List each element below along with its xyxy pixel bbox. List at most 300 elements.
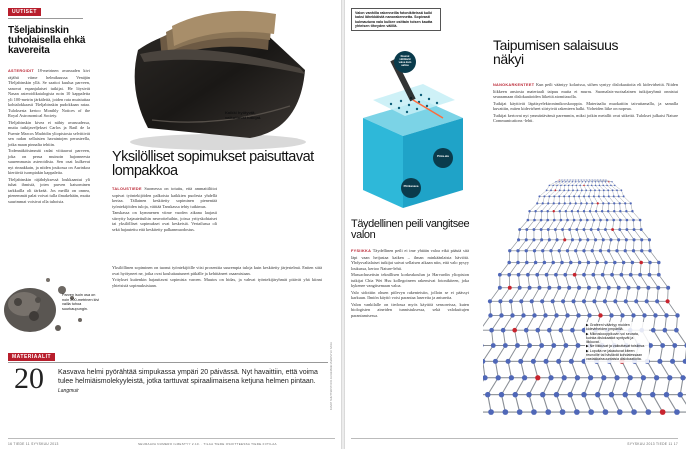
- lattice-atom: [560, 219, 563, 222]
- lattice-atom: [543, 313, 547, 317]
- lattice-atom: [551, 299, 555, 303]
- lattice-atom: [599, 189, 601, 191]
- lattice-bond: [572, 315, 578, 330]
- right-page: [343, 0, 686, 449]
- article4-body: [493, 82, 678, 168]
- lattice-atom: [586, 238, 589, 241]
- lattice-atom: [532, 313, 536, 317]
- lattice-bond: [547, 262, 554, 274]
- lattice-atom: [563, 195, 565, 197]
- lattice-bond: [561, 315, 568, 330]
- lattice-atom: [559, 210, 561, 212]
- lattice-bond: [609, 251, 615, 263]
- lattice-atom: [619, 202, 621, 204]
- lattice-bond: [553, 301, 557, 315]
- lattice-atom: [593, 195, 595, 197]
- lattice-atom: [598, 313, 602, 317]
- lattice-atom: [581, 392, 587, 398]
- lattice-atom: [569, 359, 574, 364]
- lattice-atom: [599, 219, 602, 222]
- lattice-atom: [632, 219, 635, 222]
- lattice-atom: [508, 286, 512, 290]
- lattice-atom: [597, 202, 599, 204]
- footer-rule: [8, 438, 335, 439]
- lattice-bond: [578, 203, 581, 211]
- lattice-bond: [593, 275, 599, 288]
- lattice-bond: [594, 288, 598, 302]
- callout-box: Valon vanhilla rakenneilla fotonikiteissä kulki kaksi lähekkäistä nanorakennetta. Sopivasti kulmautuva valo kulkee osittain toisen kautta yhteisen tiheyden välillä.: [351, 8, 441, 31]
- lattice-atom: [597, 286, 601, 290]
- lattice-atom: [555, 189, 557, 191]
- lattice-atom: [553, 202, 555, 204]
- lattice-atom: [563, 273, 567, 277]
- lattice-atom: [617, 286, 621, 290]
- lattice-atom: [587, 185, 589, 187]
- lattice-bond: [541, 220, 548, 230]
- lattice-atom: [586, 219, 589, 222]
- lattice-atom: [592, 179, 593, 180]
- lattice-bond: [574, 190, 577, 196]
- lattice-bond: [560, 203, 565, 211]
- lattice-atom: [607, 249, 610, 252]
- lattice-bond: [541, 230, 542, 240]
- lattice-atom: [569, 261, 573, 265]
- lattice-atom: [614, 185, 616, 187]
- lattice-bond: [584, 230, 588, 240]
- lattice-atom: [587, 261, 591, 265]
- lattice-bond: [584, 361, 591, 377]
- lattice-atom: [609, 238, 612, 241]
- lattice-atom: [621, 189, 623, 191]
- lattice-atom: [591, 202, 593, 204]
- lattice-bond: [548, 220, 554, 230]
- lattice-atom: [538, 195, 540, 197]
- lattice-atom: [602, 238, 605, 241]
- lattice-atom: [575, 179, 576, 180]
- lattice-atom: [579, 219, 582, 222]
- lattice-atom: [564, 185, 566, 187]
- lattice-bond: [492, 315, 502, 330]
- lattice-atom: [527, 219, 530, 222]
- lattice-atom: [574, 249, 577, 252]
- lattice-bond: [528, 262, 536, 274]
- lattice-atom: [648, 249, 651, 252]
- lattice-atom: [521, 313, 525, 317]
- lattice-atom: [616, 189, 618, 191]
- lattice-bond: [526, 240, 534, 251]
- lattice-atom: [625, 210, 627, 212]
- lattice-bond: [530, 203, 538, 211]
- lattice-atom: [576, 185, 578, 187]
- lattice-bond: [591, 220, 594, 230]
- lattice-atom: [571, 238, 574, 241]
- lattice-atom: [498, 273, 502, 277]
- lattice-bond: [538, 315, 546, 330]
- lattice-bond: [559, 345, 566, 361]
- lattice-atom: [602, 185, 604, 187]
- lattice-atom: [489, 328, 494, 333]
- lattice-bond: [520, 220, 528, 230]
- lattice-bond: [529, 378, 538, 395]
- article4-paragraph: Tutkijat käyttivät läpäisyelektronimikroskooppia. Materiaalia muokattiin taivuttamalla, ja samalla kuvattiin, miten kidevirheet siirtyivät rakenteen halki. Virheiden liike on nopeaa.: [493, 100, 678, 111]
- right-page-number: SYYSKUU 2013 TIEDE 11 17: [627, 442, 678, 446]
- lattice-atom: [602, 202, 604, 204]
- lattice-atom: [657, 273, 661, 277]
- lattice-atom: [544, 359, 549, 364]
- lattice-atom: [640, 249, 643, 252]
- lattice-atom: [583, 185, 585, 187]
- lattice-bond: [627, 230, 634, 240]
- lattice-bond: [584, 301, 590, 315]
- lattice-atom: [636, 392, 642, 398]
- lattice-bond: [563, 230, 565, 240]
- lattice-atom: [543, 261, 547, 265]
- lattice-bond: [598, 230, 603, 240]
- lattice-bond: [549, 182, 556, 186]
- lattice-bond: [660, 361, 670, 377]
- lattice-atom: [680, 375, 685, 380]
- lattice-bond: [577, 220, 581, 230]
- lattice-bond: [617, 251, 624, 263]
- lattice-atom: [645, 409, 651, 415]
- lattice-atom: [582, 249, 585, 252]
- lattice-atom: [557, 286, 561, 290]
- lattice-atom: [568, 228, 571, 231]
- lattice-bond: [490, 288, 500, 302]
- lattice-bond: [592, 240, 595, 251]
- lattice-bond: [636, 301, 644, 315]
- lattice-atom: [594, 179, 595, 180]
- lattice-bond: [483, 345, 493, 361]
- lattice-atom: [525, 228, 528, 231]
- lattice-atom: [483, 343, 484, 348]
- lattice-atom: [633, 228, 636, 231]
- lattice-atom: [639, 261, 643, 265]
- lattice-atom: [605, 181, 606, 182]
- lattice-atom: [507, 261, 511, 265]
- lattice-atom: [588, 409, 594, 415]
- center-fold: [341, 0, 345, 449]
- lattice-atom: [670, 359, 675, 364]
- graphene-caption: [585, 322, 649, 363]
- lattice-bond: [584, 251, 588, 263]
- lattice-atom: [540, 219, 543, 222]
- lattice-atom: [488, 409, 494, 415]
- lattice-atom: [601, 181, 602, 182]
- lattice-bond: [560, 211, 561, 220]
- lattice-atom: [578, 179, 579, 180]
- lattice-atom: [617, 238, 620, 241]
- lattice-atom: [603, 299, 607, 303]
- lattice-atom: [625, 228, 628, 231]
- lattice-atom: [525, 249, 528, 252]
- lattice-atom: [528, 286, 532, 290]
- lattice-atom: [493, 359, 498, 364]
- lattice-bond: [591, 230, 595, 240]
- lattice-bond: [559, 190, 564, 196]
- article1-paragraph: Todennäköisimmät radat viittaavat parveen, joka on perua muinoin hajonneesta suuremmasta asteroidista. Sen osat kulkevat nyt rinnakkain, ja niiden joukossa on Aurinkoa kiertäviä isompiakin kappaleita.: [8, 148, 90, 175]
- lattice-bond: [500, 288, 509, 302]
- lattice-bond: [613, 230, 619, 240]
- lattice-atom: [535, 273, 539, 277]
- lattice-bond: [592, 251, 597, 263]
- lattice-atom: [568, 185, 570, 187]
- lattice-bond: [639, 395, 648, 412]
- lattice-bond: [569, 190, 573, 196]
- lattice-atom: [559, 189, 561, 191]
- section-tag: UUTISET: [8, 8, 41, 16]
- lattice-atom: [553, 195, 555, 197]
- lattice-atom: [667, 375, 672, 380]
- article2-paragraph: Tanskassa on kymmenen viime vuoden aikana laajasti siirrytty hajautettuihin neuvotteluihin, joissa yrityskohtaiset tai yksilölliset sopimukset ovat keskeisiä. Vertailussa oli sekä hajautettu että keskitetty palkanmuodostus.: [112, 210, 217, 232]
- lattice-bond: [631, 275, 639, 288]
- lattice-atom: [547, 202, 549, 204]
- graphene-image: [483, 170, 686, 432]
- lattice-atom: [603, 189, 605, 191]
- lattice-bond: [680, 395, 686, 412]
- lattice-atom: [578, 181, 579, 182]
- lattice-bond: [500, 262, 509, 274]
- lattice-bond: [621, 262, 623, 274]
- lattice-atom: [539, 343, 544, 348]
- lattice-bond: [554, 203, 560, 211]
- lattice-atom: [503, 343, 508, 348]
- lattice-bond: [605, 288, 609, 302]
- lattice-bond: [584, 196, 587, 203]
- lattice-atom: [620, 313, 624, 317]
- lattice-atom: [555, 181, 556, 182]
- lattice-atom: [599, 185, 601, 187]
- lattice-bond: [568, 251, 571, 263]
- lattice-atom: [613, 202, 615, 204]
- lattice-bond: [519, 262, 527, 274]
- lattice-bond: [566, 211, 568, 220]
- lattice-atom: [610, 185, 612, 187]
- lattice-bond: [609, 240, 611, 251]
- lattice-bond: [551, 240, 557, 251]
- article3-body: [351, 248, 469, 436]
- lattice-atom: [631, 210, 633, 212]
- lattice-atom: [543, 195, 545, 197]
- lattice-atom: [556, 238, 559, 241]
- lattice-atom: [565, 210, 567, 212]
- lattice-atom: [594, 189, 596, 191]
- lattice-atom: [585, 181, 586, 182]
- lattice-bond: [515, 315, 524, 330]
- quote-text: Kasvava helmi pyörähtää simpukassa ympäri 20 päivässä. Nyt havaittiin, että voima tulee helmiäismolekyyleistä, jotka tarttuvat spiraalimaisena ketjuna helmen pintaan.: [58, 369, 318, 385]
- lattice-atom: [608, 181, 609, 182]
- lattice-atom: [593, 219, 596, 222]
- lattice-atom: [633, 238, 636, 241]
- lattice-atom: [563, 238, 566, 241]
- lattice-bond: [563, 301, 567, 315]
- lattice-atom: [580, 202, 582, 204]
- lattice-atom: [664, 392, 670, 398]
- lattice-atom: [554, 228, 557, 231]
- article2-paragraph: Yksilöllinen sopiminen on tuonut työntekijöille viisi prosenttia suurempia tuloja kuin keskitetty järjestelmä. Eniten siitä ovat hyötyneet ne, jotka ovat kouluttautuneet pitkälle ja kehittäneet osaamistaan.: [112, 265, 322, 276]
- lattice-atom: [624, 202, 626, 204]
- lattice-atom: [590, 189, 592, 191]
- lattice-atom: [579, 185, 581, 187]
- lattice-atom: [603, 195, 605, 197]
- lattice-atom: [536, 202, 538, 204]
- lattice-atom: [636, 286, 640, 290]
- lattice-atom: [620, 273, 624, 277]
- article1-title: Tšeljabinskin tuholaisella ehkä kavereita: [8, 25, 86, 56]
- lattice-bond: [640, 275, 648, 288]
- lattice-bond: [605, 230, 611, 240]
- lattice-atom: [610, 273, 614, 277]
- lattice-atom: [591, 185, 593, 187]
- lattice-bond: [667, 395, 677, 412]
- lattice-bond: [601, 251, 607, 263]
- lattice-bond: [621, 275, 628, 288]
- lattice-atom: [624, 299, 628, 303]
- lattice-atom: [598, 195, 600, 197]
- lattice-atom: [498, 286, 502, 290]
- lattice-atom: [591, 273, 595, 277]
- lattice-atom: [666, 286, 670, 290]
- article2-paragraph: Yritykset kuitenkin hajauttavat sopimista varoen. Muutos on hidas, ja vahvat työntekijäryhmät pitävät yhä kiinni yhteisistä sopimuksistaan.: [112, 277, 322, 288]
- lattice-bond: [609, 196, 615, 203]
- lattice-bond: [612, 262, 615, 274]
- diagram-label-mid: Pinta-ala: [437, 154, 449, 158]
- lattice-atom: [657, 359, 662, 364]
- lattice-atom: [648, 238, 651, 241]
- lattice-atom: [648, 273, 652, 277]
- lattice-atom: [597, 179, 598, 180]
- lattice-atom: [546, 210, 548, 212]
- lattice-atom: [587, 313, 591, 317]
- lattice-bond: [589, 196, 592, 203]
- lattice-atom: [617, 409, 623, 415]
- lattice-bond: [547, 275, 550, 288]
- lattice-atom: [613, 261, 617, 265]
- lattice-atom: [574, 409, 580, 415]
- lattice-bond: [665, 330, 675, 345]
- lattice-bond: [634, 220, 635, 230]
- lattice-atom: [587, 286, 591, 290]
- photonic-crystal-diagram: [343, 0, 478, 215]
- lattice-atom: [619, 210, 621, 212]
- lattice-atom: [551, 343, 556, 348]
- lattice-atom: [545, 273, 549, 277]
- lattice-atom: [588, 195, 590, 197]
- lattice-atom: [595, 181, 596, 182]
- lattice-atom: [545, 409, 551, 415]
- lattice-atom: [592, 299, 596, 303]
- lattice-atom: [496, 375, 501, 380]
- lattice-bond: [584, 220, 587, 230]
- lattice-atom: [513, 392, 519, 398]
- lattice-bond: [590, 203, 592, 211]
- lattice-bond: [596, 185, 600, 190]
- lattice-atom: [619, 219, 622, 222]
- lattice-bond: [624, 196, 631, 203]
- footer-rule-right: [351, 438, 678, 439]
- lattice-bond: [543, 251, 545, 263]
- lattice-atom: [609, 313, 613, 317]
- lattice-bond: [617, 240, 619, 251]
- lattice-atom: [622, 261, 626, 265]
- lattice-bond: [511, 288, 520, 302]
- lattice-atom: [592, 181, 593, 182]
- lattice-bond: [596, 203, 598, 211]
- lattice-bond: [568, 240, 573, 251]
- lattice-atom: [618, 195, 620, 197]
- lattice-atom: [535, 328, 540, 333]
- lattice-atom: [518, 286, 522, 290]
- crystal-illustration: [343, 0, 478, 215]
- article4-title: Taipumisen salaisuus näkyi: [493, 37, 619, 67]
- lattice-atom: [501, 328, 506, 333]
- lattice-atom: [601, 273, 605, 277]
- lattice-bond: [521, 345, 530, 361]
- lattice-atom: [575, 202, 577, 204]
- lattice-atom: [556, 185, 558, 187]
- article3-paragraph: Valon vankilalle on tiedossa myös käyttöä sensoreissa, kuten biologisten aineiden tunnistuksessa, sekä valokuitujen parantamisessa.: [351, 301, 469, 318]
- lattice-bond: [515, 378, 524, 395]
- lattice-bond: [579, 196, 581, 203]
- lattice-atom: [499, 392, 505, 398]
- lattice-atom: [627, 286, 631, 290]
- article1-body: [8, 68, 90, 288]
- article3-title: Täydellinen peili vangitsee valon: [351, 218, 470, 241]
- lattice-bond: [570, 220, 574, 230]
- lattice-atom: [640, 238, 643, 241]
- lattice-bond: [537, 196, 539, 203]
- lattice-atom: [611, 228, 614, 231]
- lattice-atom: [586, 179, 587, 180]
- lattice-bond: [603, 262, 606, 274]
- lattice-atom: [534, 210, 536, 212]
- article1-paragraph: Tšeljabinskin räjähdyksessä loukkaantui yli tuhat ihmistä, joten parven katsominen tarkkailla oli tärkeää. Jos meillä on onnea, pienemmät palat voivat tulla ilmakehään, mutta suurimmat voisivat olla tuhoisia.: [8, 176, 90, 204]
- lattice-bond: [551, 251, 553, 263]
- lattice-atom: [641, 375, 646, 380]
- lattice-atom: [582, 181, 583, 182]
- lattice-bond: [614, 211, 620, 220]
- lattice-atom: [640, 228, 643, 231]
- lattice-bond: [526, 230, 527, 240]
- lattice-atom: [664, 313, 668, 317]
- lattice-atom: [675, 313, 679, 317]
- lattice-atom: [572, 189, 574, 191]
- lattice-bond: [626, 301, 634, 315]
- lattice-atom: [563, 189, 565, 191]
- lattice-atom: [485, 392, 491, 398]
- lattice-bond: [483, 315, 491, 330]
- lattice-atom: [533, 228, 536, 231]
- lattice-atom: [629, 273, 633, 277]
- lattice-bond: [518, 240, 526, 251]
- lattice-atom: [515, 343, 520, 348]
- lattice-atom: [660, 409, 666, 415]
- lattice-atom: [549, 249, 552, 252]
- lattice-atom: [532, 238, 535, 241]
- lattice-atom: [598, 181, 599, 182]
- lattice-atom: [631, 409, 637, 415]
- lattice-atom: [560, 185, 562, 187]
- lattice-bond: [597, 361, 604, 377]
- lattice-bond: [572, 330, 578, 345]
- lattice-atom: [585, 189, 587, 191]
- lattice-atom: [577, 286, 581, 290]
- lattice-bond: [647, 361, 656, 377]
- lattice-atom: [559, 328, 564, 333]
- lattice-atom: [588, 375, 593, 380]
- lattice-atom: [660, 343, 665, 348]
- lattice-atom: [646, 286, 650, 290]
